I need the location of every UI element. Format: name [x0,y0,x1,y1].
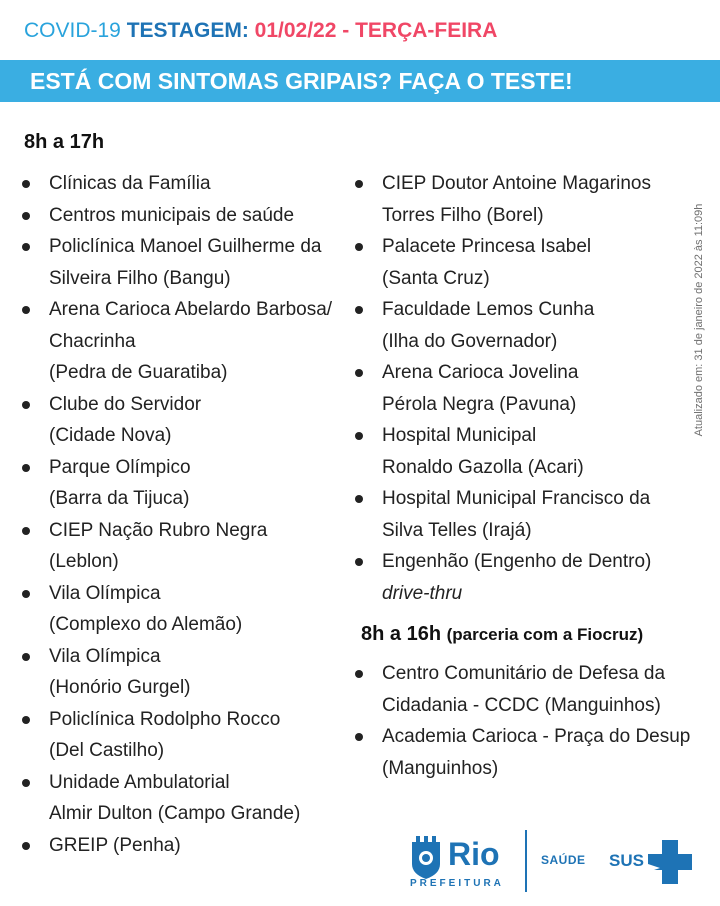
location-line: (Santa Cruz) [382,267,490,289]
header-date: 01/02/22 - TERÇA-FEIRA [254,19,498,42]
location-line: (Pedra de Guaratiba) [49,362,228,383]
location-line: Unidade Ambulatorial [49,771,230,793]
location-item [22,200,362,232]
location-item [355,483,695,546]
location-item [355,546,695,609]
location-line: Academia Carioca - Praça do Desup [382,726,691,747]
location-line: CIEP Doutor Antoine Magarinos [382,173,651,194]
location-item [355,420,695,483]
location-item [355,658,715,721]
location-line: (Manguinhos) [382,757,499,779]
location-line: Vila Olímpica [49,582,161,604]
prefeitura-label: PREFEITURA [410,878,504,889]
location-line: Centros municipais de saúde [49,204,295,226]
location-line: (Barra da Tijuca) [49,488,190,509]
location-line: Vila Olímpica [49,645,161,667]
right-location-list [355,168,695,609]
footer-logos [0,820,720,906]
location-item [22,641,362,704]
location-line: Hospital Municipal [382,425,537,446]
location-line: Clínicas da Família [49,173,211,194]
location-item [22,578,362,641]
footer-divider [525,830,527,892]
fiocruz-hours: 8h a 16h [361,623,442,645]
location-line: (Leblon) [49,551,119,572]
location-line: Hospital Municipal Francisco da [382,488,651,509]
header-title-label: TESTAGEM: [126,19,249,42]
location-item [355,231,695,294]
location-line: GREIP (Penha) [49,834,181,856]
left-location-list [22,168,362,861]
sus-label: SUS [609,851,644,870]
location-line: Clube do Servidor [49,393,202,415]
location-line: Engenhão (Engenho de Dentro) [382,551,652,572]
location-line: Chacrinha [49,330,136,352]
location-item [22,704,362,767]
location-note: drive-thru [382,582,463,604]
location-line: Centro Comunitário de Defesa da [382,663,666,684]
location-line: Cidadania - CCDC (Manguinhos) [382,694,661,716]
location-line: Almir Dulton (Campo Grande) [49,803,301,824]
location-item [22,231,362,294]
location-line: (Ilha do Governador) [382,330,558,352]
banner-text: ESTÁ COM SINTOMAS GRIPAIS? FAÇA O TESTE! [30,68,573,94]
location-line: Palacete Princesa Isabel [382,236,592,257]
location-line: (Del Castilho) [49,740,165,761]
location-item [355,721,715,784]
location-item [355,294,695,357]
saude-label: SAÚDE [541,853,586,867]
prefeitura-rio-logo [408,830,518,890]
header-prefix: COVID-19 [24,19,121,42]
location-item [355,357,695,420]
location-line: (Cidade Nova) [49,425,172,446]
updated-note: Atualizado em: 31 de janeiro de 2022 às 11:09h [693,203,705,437]
fiocruz-location-list [355,658,715,784]
location-item [22,168,362,200]
location-line: Ronaldo Gazolla (Acari) [382,456,584,478]
location-line: (Honório Gurgel) [49,677,191,698]
location-line: (Complexo do Alemão) [49,614,243,635]
rio-coat-of-arms-icon [408,836,444,880]
schedule-heading-main: 8h a 17h [24,131,105,153]
location-line: Silva Telles (Irajá) [382,519,532,541]
location-line: Policlínica Manoel Guilherme da [49,236,322,257]
sus-cross-icon [646,838,694,886]
location-item [355,168,695,231]
location-line: Policlínica Rodolpho Rocco [49,708,281,730]
location-line: Arena Carioca Jovelina [382,362,579,383]
schedule-heading-fiocruz [361,621,643,648]
location-line: CIEP Nação Rubro Negra [49,519,268,541]
location-item [22,389,362,452]
location-line: Parque Olímpico [49,456,191,478]
location-item [22,294,362,389]
header-title [24,17,497,45]
location-item [22,452,362,515]
rio-wordmark: Rio [448,836,500,872]
location-item [22,515,362,578]
banner [0,60,720,102]
location-line: Faculdade Lemos Cunha [382,299,595,320]
fiocruz-subheading: (parceria com a Fiocruz) [446,625,644,644]
location-line: Pérola Negra (Pavuna) [382,393,577,415]
location-line: Arena Carioca Abelardo Barbosa/ [49,299,333,320]
location-line: Silveira Filho (Bangu) [49,267,231,289]
location-line: Torres Filho (Borel) [382,204,544,226]
